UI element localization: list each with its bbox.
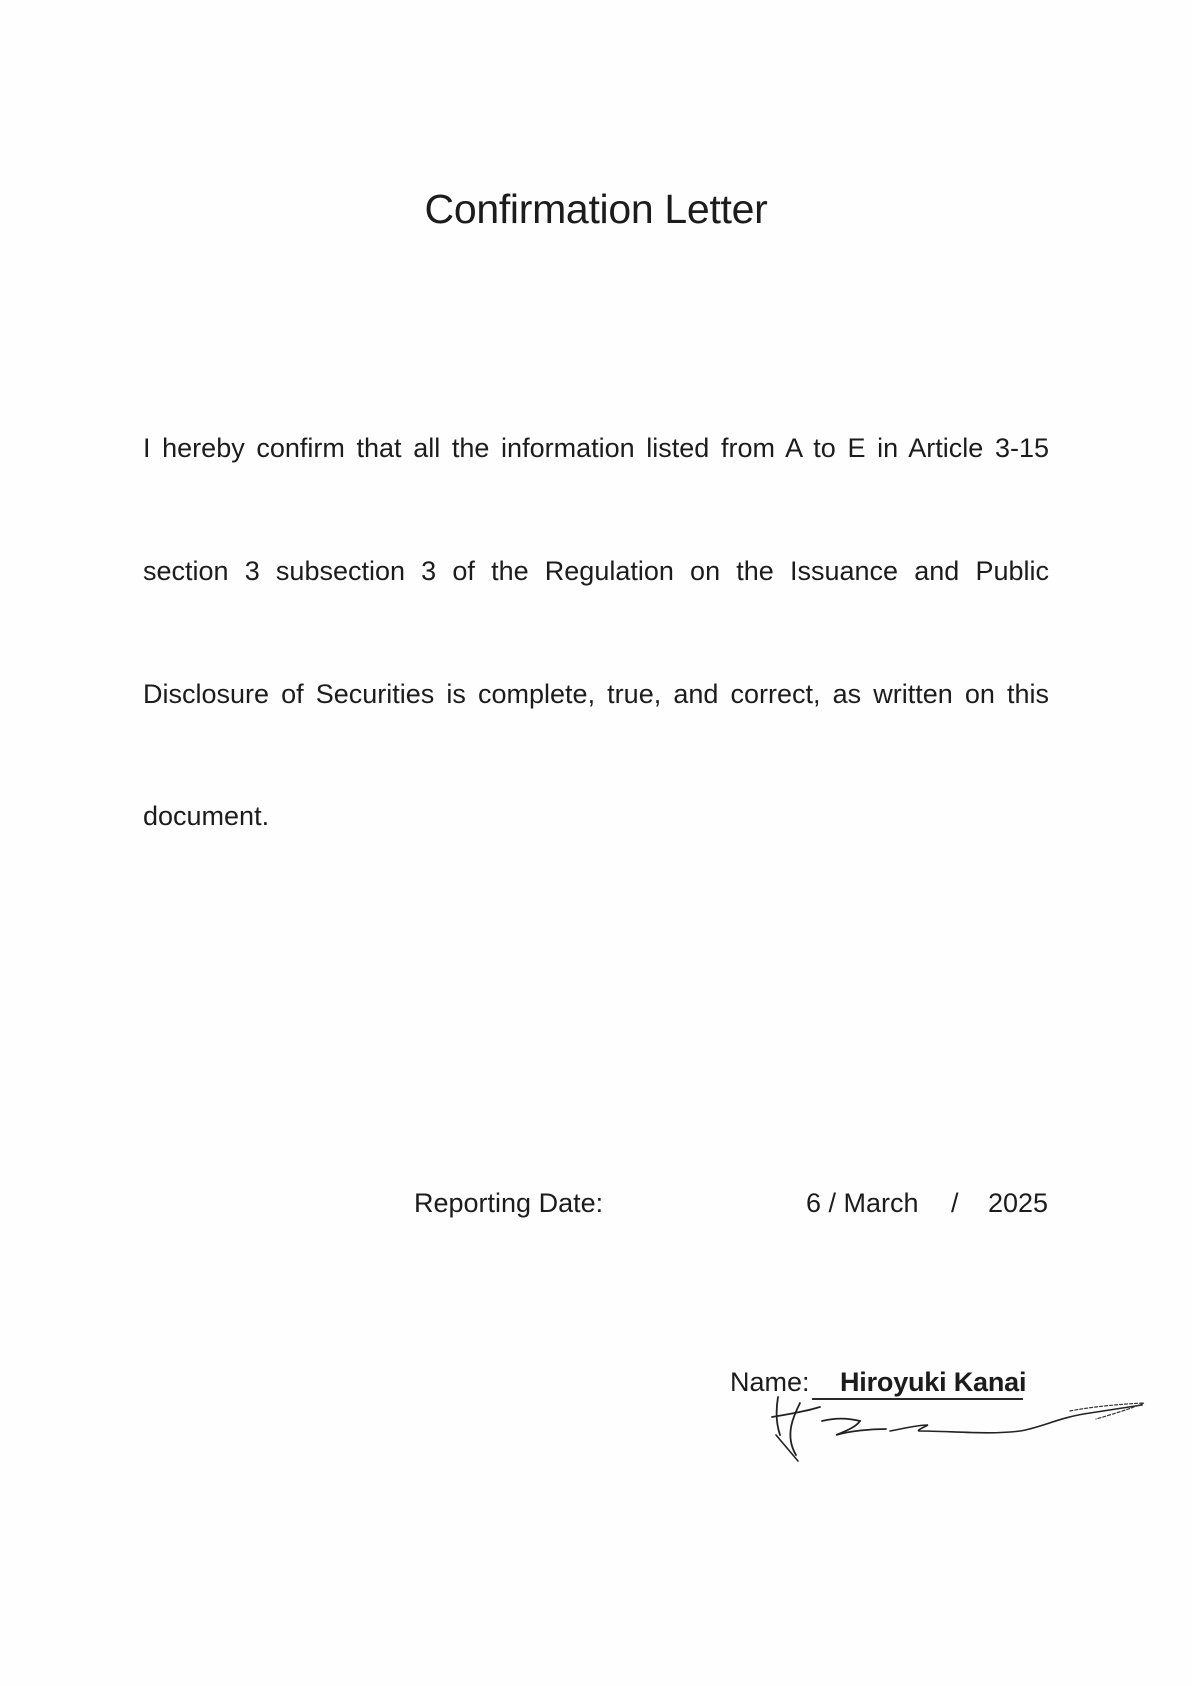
name-label: Name: [730, 1367, 810, 1397]
reporting-date-separator: / [951, 1188, 959, 1218]
reporting-date-year: 2025 [988, 1188, 1049, 1218]
reporting-date-day-month: 6 / March [806, 1188, 919, 1218]
body-line-2: section 3 subsection 3 of the Regulation on the Issuance and Public [143, 556, 1049, 586]
signature-icon [770, 1395, 1150, 1485]
body-line-3: Disclosure of Securities is complete, true, and correct, as written on this [143, 679, 1049, 709]
body-line-1: I hereby confirm that all the information listed from A to E in Article 3-15 [143, 433, 1049, 463]
reporting-date-label: Reporting Date: [414, 1188, 604, 1218]
page-title: Confirmation Letter [424, 186, 768, 232]
name-value: Hiroyuki Kanai [840, 1367, 1027, 1397]
body-line-4: document. [143, 801, 270, 831]
